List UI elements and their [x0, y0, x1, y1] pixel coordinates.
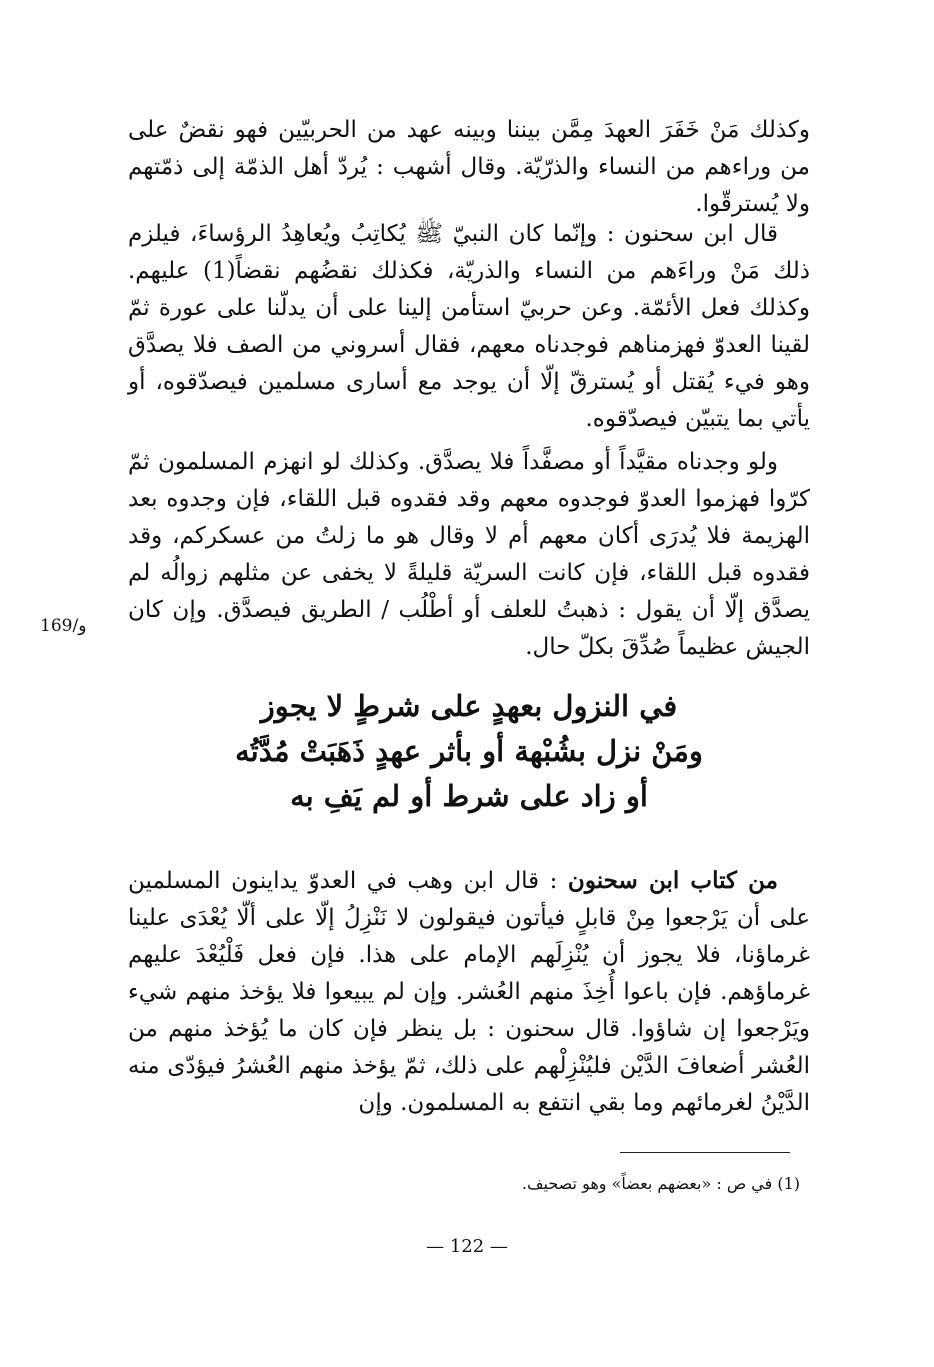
footnote-divider	[620, 1152, 790, 1153]
paragraph-1	[128, 112, 810, 223]
heading-line-3: أو زاد على شرط أو لم يَفِ به	[290, 779, 648, 813]
paragraph-2-text: قال ابن سحنون : وإنّما كان النبيّ ﷺ يُكاتِبُ ويُعاهِدُ الرؤساءَ، فيلزم ذلك مَنْ وراءَهم من النساء والذريّة، فكذلك نقضُهم نقضاً(1) عليهم. وكذلك فعل الأئمّة. وعن حربيّ استأمن إلينا على أن يدلّنا على عورة ثمّ لقينا العدوّ فهزمناهم فوجدناه معهم، فقال أسروني من الصف فلا يصدَّق وهو فيء يُقتل أو يُسترقّ إلّا أن يوجد مع أسارى مسلمين فيصدّقوه، أو يأتي بما يتبيّن فيصدّقوه.	[128, 221, 810, 432]
footnote: (1) في ص : «بعضهم بعضاً» وهو تصحيف.	[521, 1174, 800, 1193]
source-lead: من كتاب ابن سحنون	[567, 867, 778, 894]
folio-marginal-note: 169/و	[40, 616, 87, 636]
paragraph-4-body: : قال ابن وهب في العدوّ يداينون المسلمين على أن يَرْجعوا مِنْ قابلٍ فيأتون فيقولون لا نَنْزِلُ إلّا على ألّا يُعْدَى علينا غرماؤنا، فلا يجوز أن يُنْزِلَهم الإمام على هذا. فإن فعل فَلْيُعْدَ عليهم غرماؤهم. فإن باعوا أُخِذَ منهم العُشر. وإن لم يبيعوا فلا يؤخذ منهم شيء ويَرْجعوا إن شاؤوا. قال سحنون : بل ينظر فإن كان ما يُؤخذ منهم من العُشر أضعافَ الدَّيْن فليُنْزِلْهم على ذلك، ثمّ يؤخذ منهم العُشرُ فيؤدّى منه الدَّيْنُ لغرمائهم وما بقي انتفع به المسلمون. وإن	[128, 868, 810, 1116]
heading-line-1: في النزول بعهدٍ على شرطٍ لا يجوز	[260, 689, 678, 723]
paragraph-3-text: ولو وجدناه مقيَّداً أو مصفَّداً فلا يصدَّق. وكذلك لو انهزم المسلمون ثمّ كرّوا فهزموا العدوّ فوجدوه معهم وقد فقدوه قبل اللقاء، فإن وجدوه بعد الهزيمة فلا يُدرَى أكان معهم أم لا وقال هو ما زلتُ من عسكركم، وقد فقدوه قبل اللقاء، فإن كانت السريّة قليلةً لا يخفى عن مثلهم زوالُه لم يصدَّق إلّا أن يقول : ذهبتُ للعلف أو أطْلُب / الطريق فيصدَّق. وإن كان الجيش عظيماً صُدِّقَ بكلّ حال.	[128, 449, 810, 660]
paragraph-4	[128, 862, 810, 1122]
paragraph-2	[128, 216, 810, 438]
page-number: — 122 —	[426, 1236, 508, 1257]
paragraph-1-text: وكذلك مَنْ خَفَرَ العهدَ مِمَّن بيننا وبينه عهد من الحربيّين فهو نقضٌ على من وراءهم من النساء والذرّيّة. وقال أشهب : يُردّ أهل الذمّة إلى ذمّتهم ولا يُسترقّوا.	[128, 117, 810, 217]
paragraph-4-text	[128, 862, 810, 1122]
heading-line-2: ومَنْ نزل بشُبْهة أو بأثر عهدٍ ذَهَبَتْ مُدَّتُه	[235, 734, 703, 768]
section-heading	[128, 684, 810, 819]
paragraph-3	[128, 444, 810, 666]
